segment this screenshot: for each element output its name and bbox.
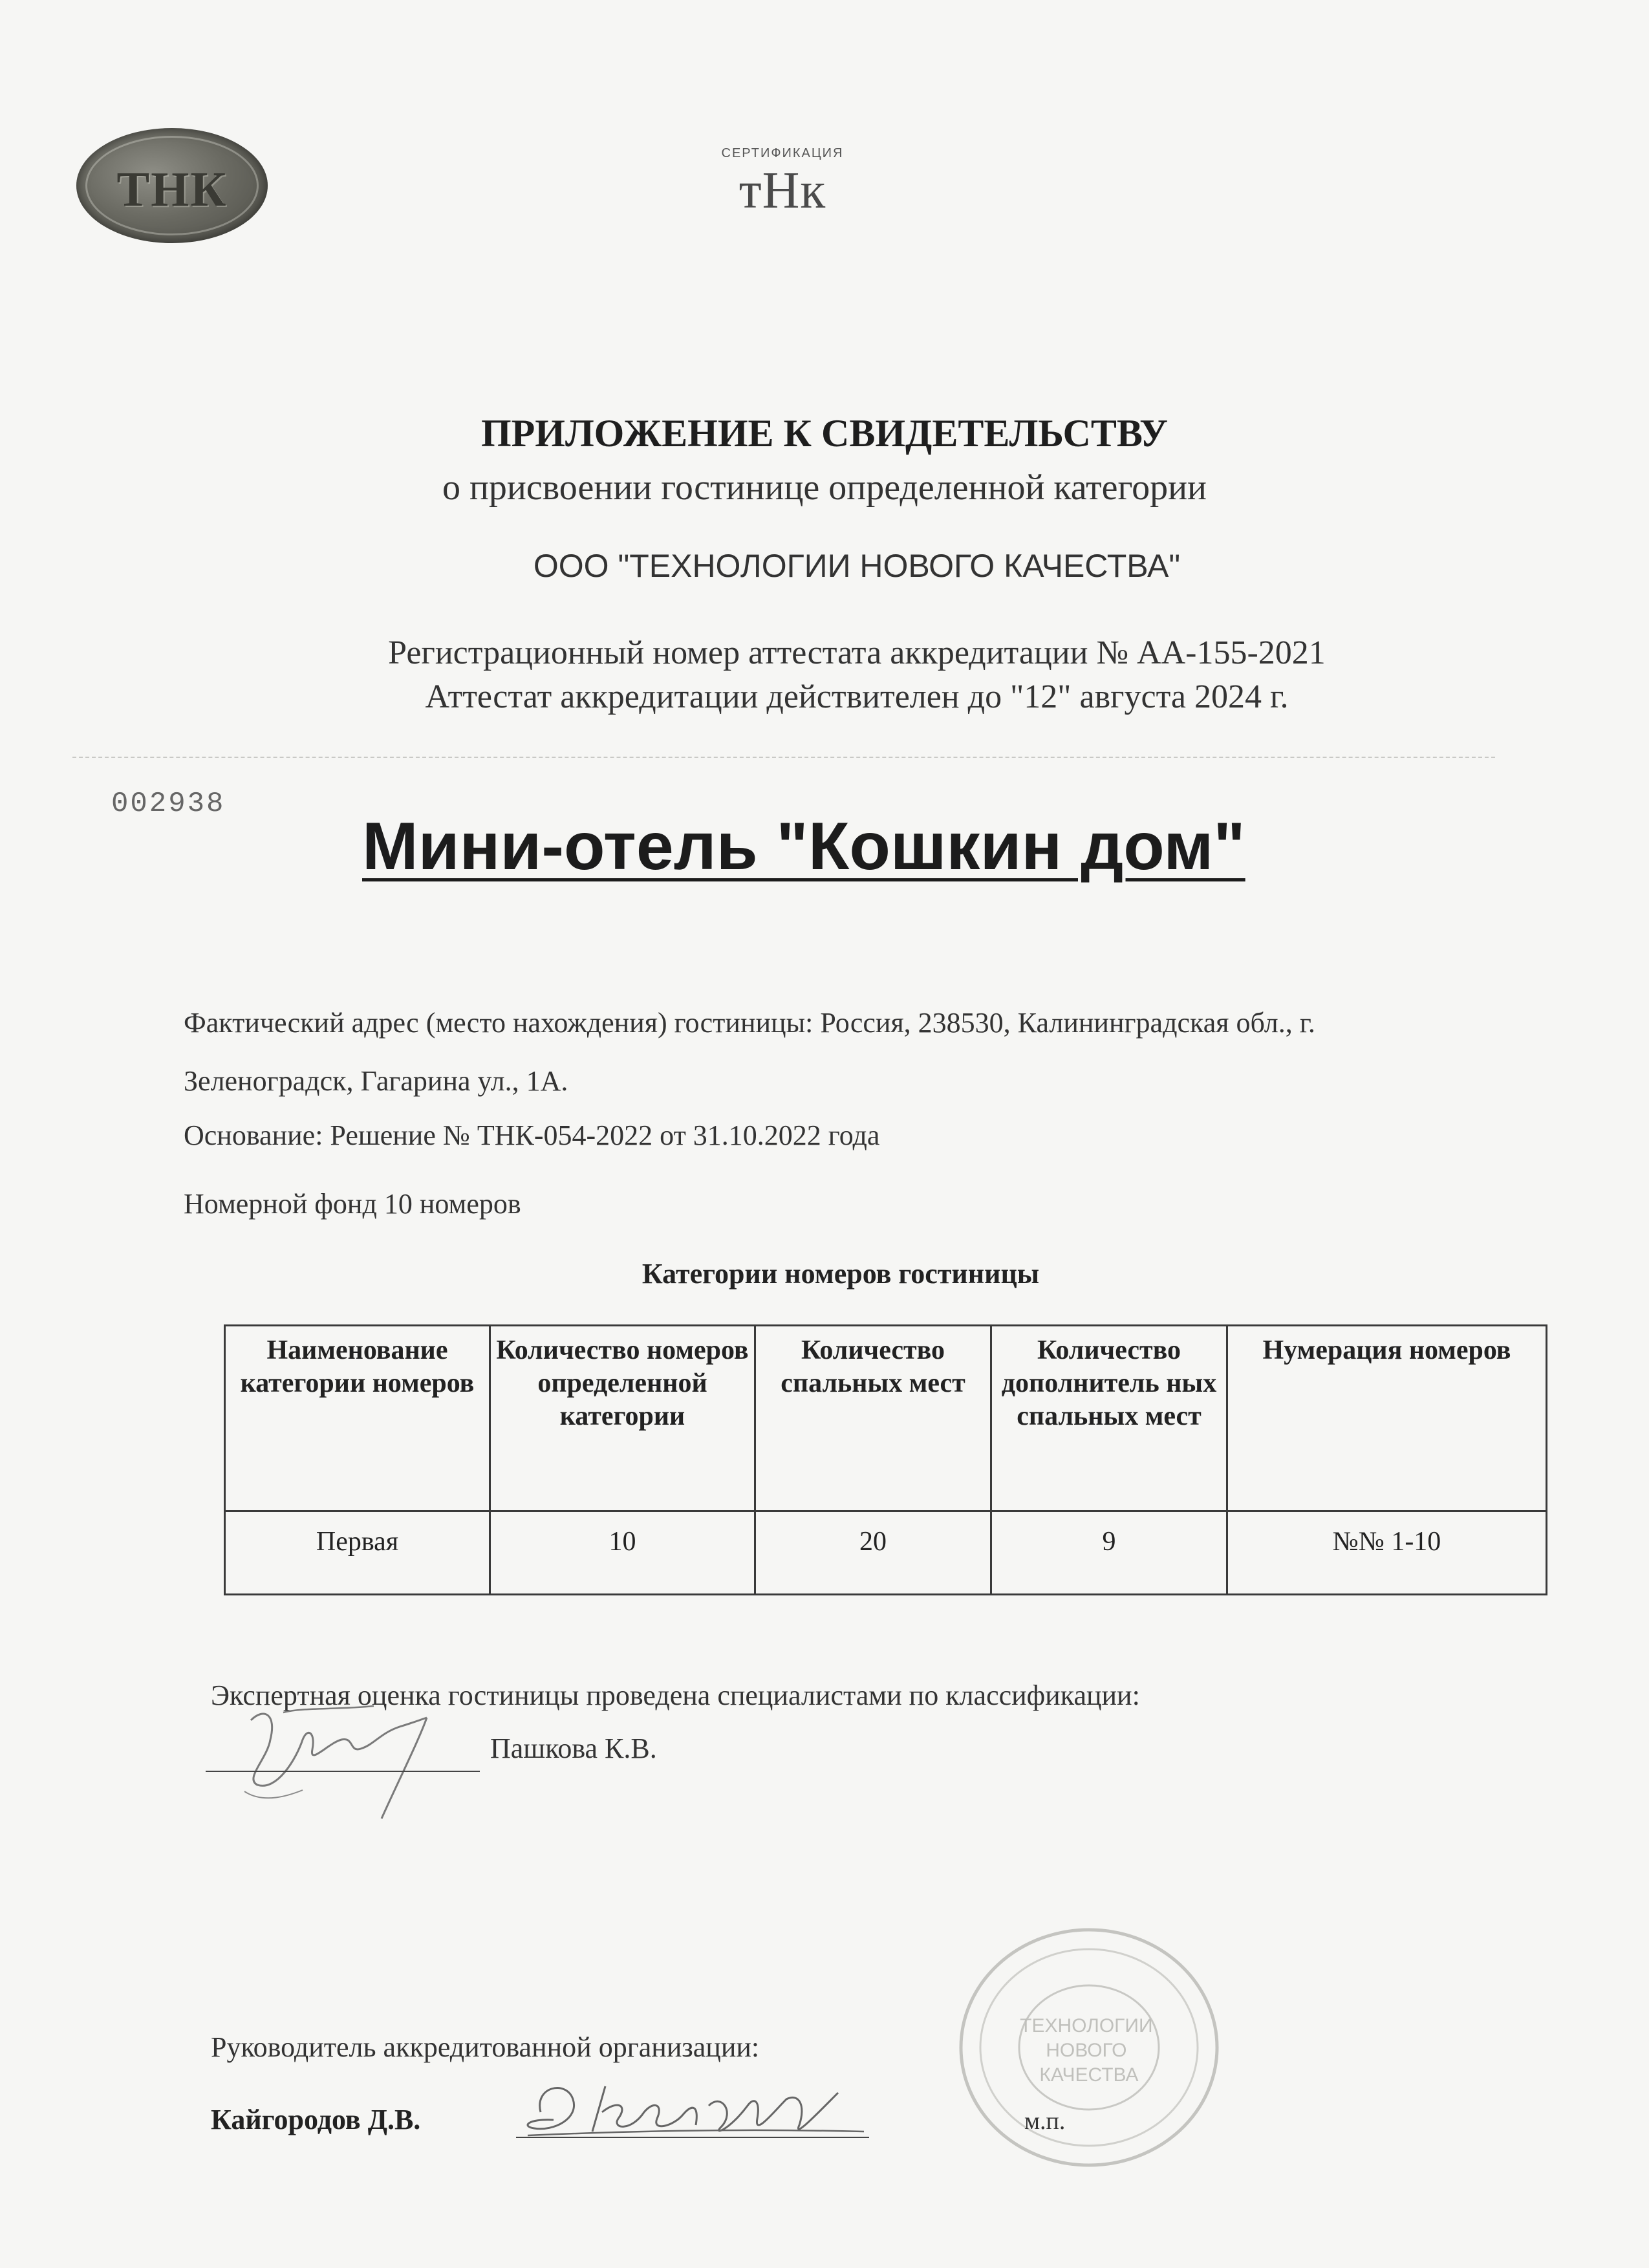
- serial-number: 002938: [111, 788, 226, 820]
- logo-arc-text: СЕРТИФИКАЦИЯ: [721, 146, 844, 160]
- expert-signature-line: [206, 1771, 480, 1772]
- organization-name: ООО "ТЕХНОЛОГИИ НОВОГО КАЧЕСТВА": [533, 548, 1181, 584]
- stamp-text: ТЕХНОЛОГИИ НОВОГО КАЧЕСТВА: [1020, 2015, 1153, 2086]
- certification-logo: тНк: [738, 162, 826, 219]
- cell-rooms: 10: [490, 1511, 755, 1595]
- table-title: Категории номеров гостиницы: [641, 1258, 1040, 1290]
- header-beds-count: Количество спальных мест: [755, 1326, 991, 1511]
- room-fund: Номерной фонд 10 номеров: [184, 1188, 521, 1220]
- address-line-1: Фактический адрес (место нахождения) гостиницы: Россия, 238530, Калининградская обл., г.: [184, 1007, 1315, 1039]
- cell-extra-beds: 9: [991, 1511, 1227, 1595]
- expert-signature: [206, 1681, 490, 1824]
- basis-decision: Основание: Решение № ТНК-054-2022 от 31.10.2022 года: [184, 1119, 880, 1151]
- cell-category: Первая: [225, 1511, 490, 1595]
- head-label: Руководитель аккредитованной организации:: [211, 2031, 760, 2063]
- validity-date: Аттестат аккредитации действителен до "12" августа 2024 г.: [425, 678, 1289, 715]
- table-row: [225, 1511, 1547, 1595]
- registration-number: Регистрационный номер аттестата аккредитации № АА-155-2021: [388, 634, 1326, 671]
- cell-beds: 20: [755, 1511, 991, 1595]
- organization-stamp: [947, 1918, 1231, 2170]
- table-header-row: [225, 1326, 1547, 1511]
- seal-mark: ТНК: [116, 162, 228, 217]
- document-title: ПРИЛОЖЕНИЕ К СВИДЕТЕЛЬСТВУ: [480, 412, 1169, 455]
- document-subtitle: о присвоении гостинице определенной категории: [442, 468, 1207, 508]
- head-signature: [515, 2067, 877, 2144]
- header-room-numbering: Нумерация номеров: [1227, 1326, 1547, 1511]
- divider: [72, 757, 1495, 758]
- header-extra-beds-count: Количество дополнитель ных спальных мест: [991, 1326, 1227, 1511]
- hologram-seal: [76, 128, 268, 243]
- hotel-name: Мини-отель "Кошкин дом": [362, 809, 1245, 884]
- expert-name: Пашкова К.В.: [490, 1733, 657, 1764]
- address-line-2: Зеленоградск, Гагарина ул., 1А.: [184, 1065, 568, 1097]
- expert-statement: Экспертная оценка гостиницы проведена специалистами по классификации:: [211, 1679, 1140, 1711]
- head-name: Кайгородов Д.В.: [211, 2104, 421, 2135]
- cell-numbering: №№ 1-10: [1227, 1511, 1547, 1595]
- room-categories-table: [224, 1324, 1547, 1595]
- head-signature-line: [516, 2137, 869, 2138]
- header-category-name: Наименование категории номеров: [225, 1326, 490, 1511]
- header-rooms-count: Количество номеров определенной категории: [490, 1326, 755, 1511]
- stamp-place-label: м.п.: [1024, 2108, 1066, 2135]
